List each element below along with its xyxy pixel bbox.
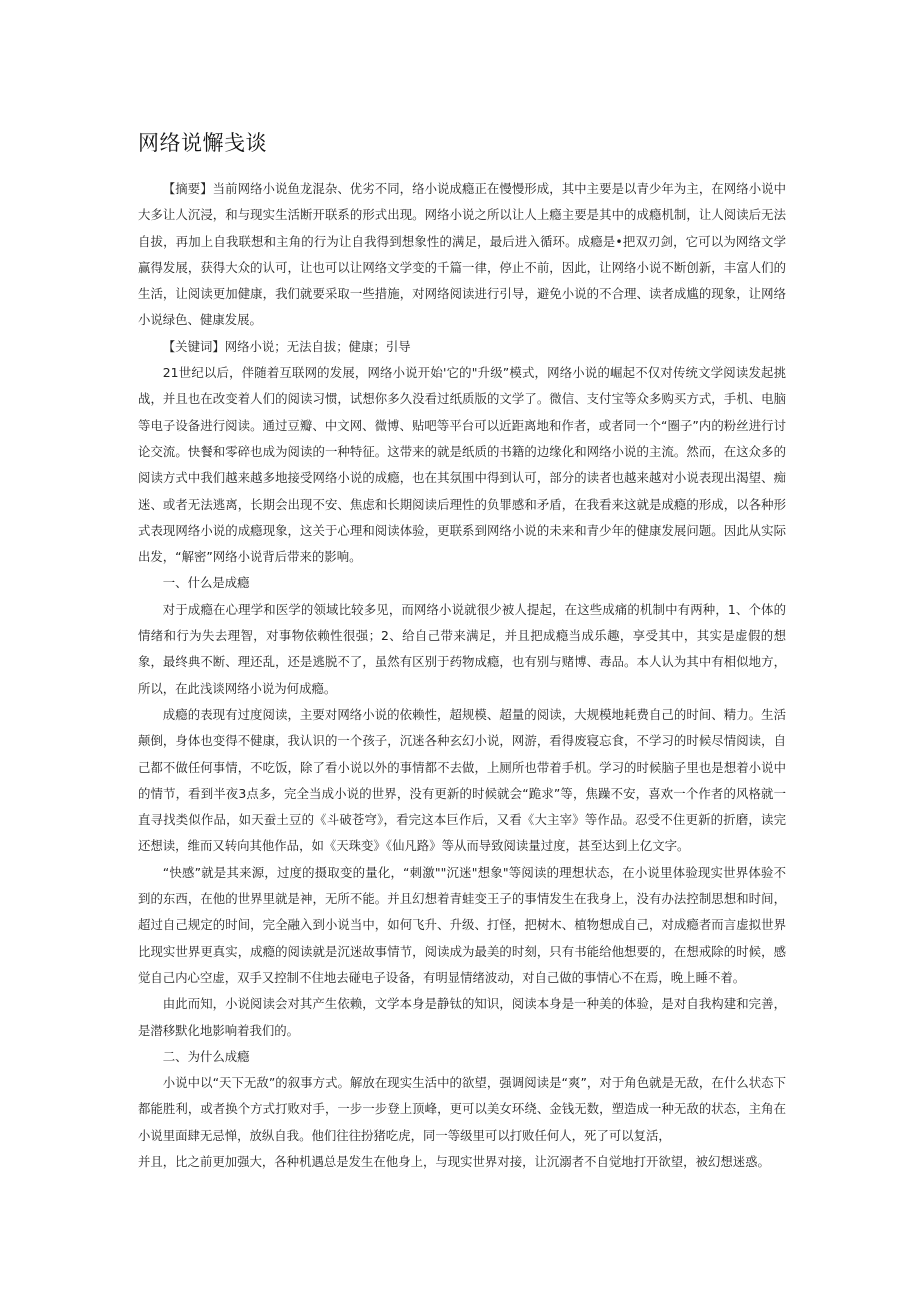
section1-paragraph-3: “快感”就是其来源，过度的摄取变的量化，“刺激""沉迷"想象"等阅读的理想状态，在小说里体验现实世界体验不到的东西，在他的世界里就是神，无所不能。并且幻想着青蛙变王子的事情发生在我身上，没有办法控制思想和时间，超过自己规定的时间，完全融入到小说当中，如何飞升、升级、打怪，把树木、植物想成自己，对成瘾者而言虚拟世界比现实世界更真实，成瘾的阅读就是沉迷故事情节，阅读成为最美的时刻，只有书能给他想要的，在想戒除的时候，感觉自己内心空虚，双手又控制不住地去碰电子设备，有明显情绪波动，对自己做的事情心不在焉，晚上睡不着。 xyxy=(138,864,786,985)
intro-paragraph: 21世纪以后，伴随着互联网的发展，网络小说开始'它的"升级”模式，网络小说的崛起不仅对传统文学阅读发起挑战，并且也在改变着人们的阅读习惯，试想你多久没看过纸质版的文学了。微信、支付宝等众多购买方式，手机、电脑等电子设备进行阅读。通过豆瓣、中文网、微博、贴吧等平台可以近距离地和作者，或者同一个“圈子”内的粉丝进行讨论交流。快餐和零碎也成为阅读的一种特征。这带来的就是纸质的书籍的边缘化和网络小说的主流。然而，在这众多的阅读方式中我们越来越多地接受网络小说的成瘾，也在其氛围中得到认可，部分的读者也越来越对小说表现出渴望、痴迷、或者无法逃离，长期会出现不安、焦虑和长期阅读后理性的负罪感和矛盾，在我看来这就是成瘾的形成，以各种形式表现网络小说的成瘾现象，这关于心理和阅读体验，更联系到网络小说的未来和青少年的健康发展问题。因此从实际出发，“解密”网络小说背后带来的影响。 xyxy=(138,365,786,565)
document-body xyxy=(138,130,786,1175)
section2-paragraph-1: 小说中以“天下无敌”的叙事方式。解放在现实生活中的欲望，强调阅读是“爽”，对于角色就是无敌，在什么状态下都能胜利，或者换个方式打败对手，一步一步登上顶峰，更可以美女环绕、金钱无数，塑造成一种无敌的状态，主角在小说里面肆无忌惮，放纵自我。他们往往扮猪吃虎，同一等级里可以打败任何人，死了可以复活， xyxy=(138,1075,786,1143)
keywords-paragraph xyxy=(138,334,786,360)
abstract-paragraph xyxy=(138,176,786,334)
section2-paragraph-2: 并且，比之前更加强大，各种机遇总是发生在他身上，与现实世界对接，让沉溺者不自觉地打开欲望，被幻想迷惑。 xyxy=(138,1153,770,1169)
keywords-label: 【关键词】 xyxy=(162,338,225,354)
section1-paragraph-4: 由此而知，小说阅读会对其产生依赖，文学本身是静钛的知识，阅读本身是一种美的体验，是对自我构建和完善，是潜移默化地影响着我们的。 xyxy=(138,996,786,1038)
keywords-text: 网络小说；无法自拔；健康；引导 xyxy=(224,338,411,354)
section1-paragraph-2: 成瘾的表现有过度阅读，主要对网络小说的依赖性，超规模、超量的阅读，大规模地耗费自己的时间、精力。生活颠倒，身体也变得不健康，我认识的一个孩子，沉迷各种玄幻小说，网游，看得废寝忘食，不学习的时候尽情阅读，自己都不做任何事情，不吃饭，除了看小说以外的事情都不去做，上厕所也带着手机。学习的时候脑子里也是想着小说中的情节，看到半夜3点多，完全当成小说的世界，没有更新的时候就会“跪求”等，焦躁不安，喜欢一个作者的风格就一直寻找类似作品，如天蚕土豆的《斗破苍穹》，看完这本巨作后，又看《大主宰》等作品。忍受不住更新的折磨，读完还想读，维而又转向其他作品，如《天珠变》《仙凡路》等从而导致阅读量过度，甚至达到上亿文字。 xyxy=(138,706,786,854)
abstract-text: 当前网络小说鱼龙混杂、优劣不同，络小说成瘾正在慢慢形成，其中主要是以青少年为主，在网络小说中大多让人沉浸，和与现实生活断开联系的形式出现。网络小说之所以让人上瘾主要是其中的成瘾机制，让人阅读后无法自拔，再加上自我联想和主角的行为让自我得到想象性的满足，最后进入循环。成瘾是•把双刃剑，它可以为网络文学赢得发展，获得大众的认可，让也可以让网络文学变的千篇一律，停止不前，因此，让网络小说不断创新，丰富人们的生活，让阅读更加健康，我们就要采取一些措施，对网络阅读进行引导，避免小说的不合理、读者成尴的现象，让网络小说绿色、健康发展。 xyxy=(138,181,787,328)
section-heading-1: 一、什么是成瘾 xyxy=(162,575,250,591)
abstract-label: 【摘要】 xyxy=(162,181,213,196)
section1-paragraph-1: 对于成瘾在心理学和医学的领域比较多见，而网络小说就很少被人提起，在这些成痛的机制中有两种，1、个体的情绪和行为失去理智，对事物依赖性很强；2、给自己带来满足，并且把成瘾当成乐趣，享受其中，其实是虚假的想象，最终典不断、理还乱，还是逃脱不了，虽然有区别于药物成瘾，也有别与赌博、毒品。本人认为其中有相似地方，所以，在此浅谈网络小说为何成瘾。 xyxy=(138,601,786,696)
section-heading-2: 二、为什么成瘾 xyxy=(162,1048,250,1064)
document-title: 网络说懈戋谈 xyxy=(138,131,267,155)
